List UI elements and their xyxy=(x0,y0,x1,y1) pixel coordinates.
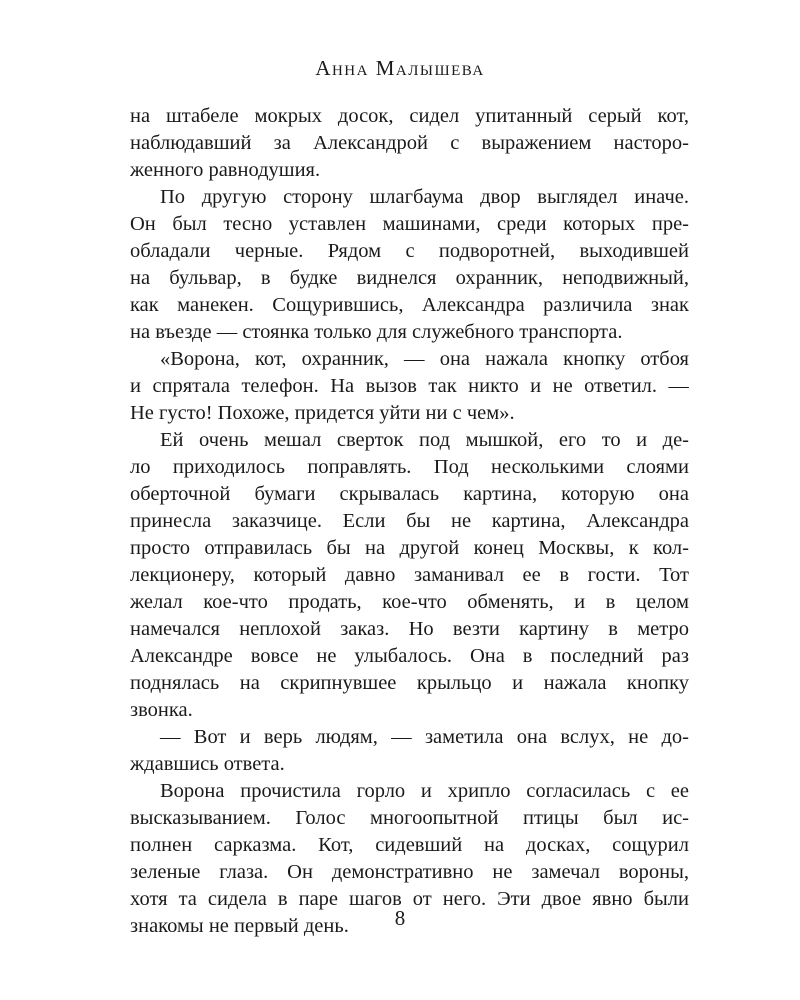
text-line: знакомы не первый день. xyxy=(130,915,349,937)
text-line: на штабеле мокрых досок, сидел упитанный серый кот, xyxy=(130,105,689,127)
text-line: звонка. xyxy=(130,699,193,721)
text-line: просто отправилась бы на другой конец Москвы, к кол- xyxy=(130,537,689,559)
text-line: женного равнодушия. xyxy=(130,159,321,181)
text-line: оберточной бумаги скрывалась картина, которую она xyxy=(130,483,689,505)
text-line: По другую сторону шлагбаума двор выглядел иначе. xyxy=(160,186,689,208)
text-line: зеленые глаза. Он демонстративно не замечал вороны, xyxy=(130,861,689,883)
text-line: Ей очень мешал сверток под мышкой, его то и де- xyxy=(160,429,689,451)
running-head-author: Анна Малышева xyxy=(315,56,485,80)
text-line: ло приходилось поправлять. Под несколькими слоями xyxy=(130,456,689,478)
text-line: полнен сарказма. Кот, сидевший на досках, сощурил xyxy=(130,834,689,856)
text-line: обладали черные. Рядом с подворотней, выходившей xyxy=(130,240,689,262)
text-line: Александре вовсе не улыбалось. Она в последний раз xyxy=(130,645,689,667)
text-line: Он был тесно уставлен машинами, среди которых пре- xyxy=(130,213,689,235)
text-line: на въезде — стоянка только для служебного транспорта. xyxy=(130,321,623,343)
text-line: желал кое-что продать, кое-что обменять, и в целом xyxy=(130,591,689,613)
text-line: намечался неплохой заказ. Но везти картину в метро xyxy=(130,618,689,640)
body-text xyxy=(130,103,689,940)
text-line: высказыванием. Голос многоопытной птицы был ис- xyxy=(130,807,689,829)
text-line: и спрятала телефон. На вызов так никто и не ответил. — xyxy=(130,375,689,397)
text-line: хотя та сидела в паре шагов от него. Эти двое явно были xyxy=(130,888,689,910)
text-line: — Вот и верь людям, — заметила она вслух, не до- xyxy=(160,726,689,748)
text-line: ждавшись ответа. xyxy=(130,753,285,775)
text-line: Не густо! Похоже, придется уйти ни с чем». xyxy=(130,402,515,424)
text-line: поднялась на скрипнувшее крыльцо и нажала кнопку xyxy=(130,672,689,694)
text-line: лекционеру, который давно заманивал ее в гости. Тот xyxy=(130,564,689,586)
text-line: Ворона прочистила горло и хрипло согласилась с ее xyxy=(160,780,689,802)
page-number: 8 xyxy=(394,906,406,930)
text-line: принесла заказчице. Если бы не картина, Александра xyxy=(130,510,689,532)
text-line: на бульвар, в будке виднелся охранник, неподвижный, xyxy=(130,267,689,289)
text-line: наблюдавший за Александрой с выражением насторо- xyxy=(130,132,689,154)
text-line: «Ворона, кот, охранник, — она нажала кнопку отбоя xyxy=(160,348,689,370)
text-line: как манекен. Сощурившись, Александра различила знак xyxy=(130,294,689,316)
